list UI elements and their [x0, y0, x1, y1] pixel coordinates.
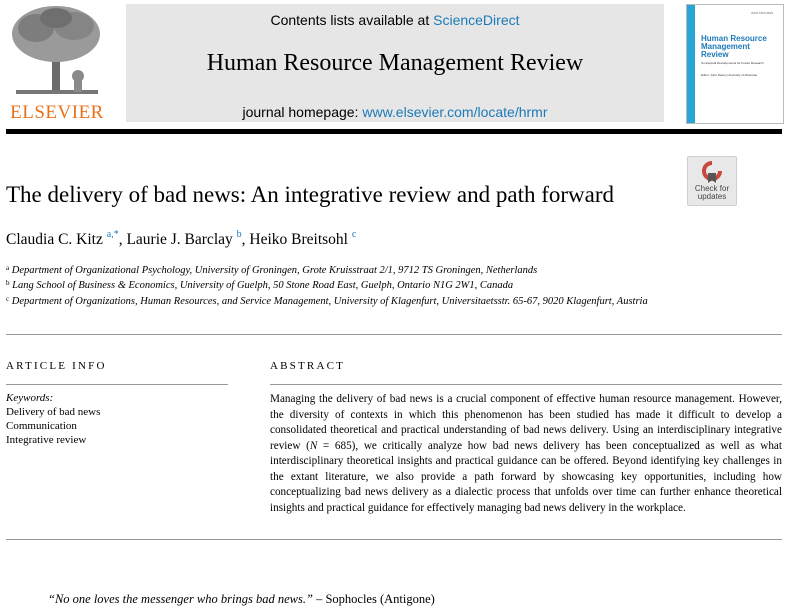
affiliation-text: Lang School of Business & Economics, University of Guelph, 50 Stone Road East, Guelph, Ontario N1G 2W1, Canada — [12, 280, 514, 292]
publisher-name: ELSEVIER — [10, 102, 104, 123]
article-info-heading: ARTICLE INFO — [6, 360, 107, 372]
author-affiliation-mark[interactable]: a, — [106, 229, 114, 240]
contents-line — [126, 12, 664, 28]
affiliation-a — [6, 262, 686, 277]
abstract-part: = 685), we critically analyze how bad news delivery has been conceptualized as well as what interdisciplinary theoretical insights and practical guidance can be offered. Beyond identifying key challenges in the extant literature, we also provide a path forward by showcasing key opportunities, including how conceptualizing bad news delivery as a dialectic process that unfolds over time can further enhance theoretical insights and practical guidance for effectively managing bad news delivery in the workplace. — [270, 439, 782, 514]
author-affiliation-mark[interactable]: b — [236, 229, 242, 240]
abstract-end-rule — [6, 539, 782, 540]
author-separator: , — [118, 231, 127, 248]
header-rule — [6, 129, 782, 134]
sciencedirect-link[interactable]: ScienceDirect — [433, 12, 520, 28]
cover-subtitle: Conceptual Developments for Future Research — [701, 61, 764, 65]
cover-title: Human Resource Management Review — [701, 34, 767, 59]
author-list — [6, 229, 356, 249]
cover-issn: ISSN 1053-4822 — [751, 11, 774, 15]
keyword: Delivery of bad news — [6, 406, 101, 418]
affiliation-c — [6, 293, 686, 308]
corresponding-author-mark[interactable]: * — [113, 229, 119, 240]
author-name[interactable]: Heiko Breitsohl — [249, 231, 348, 248]
author-name[interactable]: Claudia C. Kitz — [6, 231, 103, 248]
author-name[interactable]: Laurie J. Barclay — [126, 231, 233, 248]
affiliation-mark: b — [6, 279, 10, 288]
cover-accent-stripe — [687, 5, 695, 123]
article-info-rule — [6, 384, 228, 385]
author-affiliation-mark[interactable]: c — [351, 229, 357, 240]
abstract-text — [270, 392, 782, 516]
affiliation-mark: a — [6, 264, 10, 272]
affiliation-mark: c — [6, 294, 10, 303]
author-separator: , — [241, 231, 250, 248]
journal-title: Human Resource Management Review — [206, 50, 584, 76]
contents-prefix: Contents lists available at — [270, 12, 434, 28]
keyword: Communication — [6, 420, 77, 432]
epigraph — [48, 592, 435, 607]
abstract-heading: ABSTRACT — [270, 360, 346, 372]
epigraph-attribution: – Sophocles (Antigone) — [312, 592, 435, 606]
sample-size-symbol: N — [309, 439, 318, 452]
check-updates-label: Check for updates — [694, 184, 730, 201]
keyword: Integrative review — [6, 434, 87, 446]
affiliation-text: Department of Organizational Psychology, University of Groningen, Grote Kruisstraat 2/1, 9712 TS Groningen, Netherlands — [11, 265, 538, 276]
check-updates-icon — [702, 161, 722, 185]
journal-homepage-link[interactable]: www.elsevier.com/locate/hrmr — [362, 104, 548, 120]
abstract-part: Managing the delivery of bad news is a crucial component of effective human resource management. However, the diversity of contexts in which this phenomenon has been studied has made it difficult to develop a consolidated theoretical and practical understanding of bad news delivery. Using an interdisciplinary integrative review ( — [270, 393, 782, 452]
affiliations — [6, 262, 686, 308]
abstract-rule — [270, 384, 782, 385]
affiliation-text: Department of Organizations, Human Resources, and Service Management, University of Klagenfurt, Universitaetsstr. 65-67, 9020 Klagenfurt, Austria — [11, 295, 648, 307]
homepage-prefix: journal homepage: — [242, 104, 363, 120]
keywords-label: Keywords: — [6, 392, 54, 404]
section-divider — [6, 334, 782, 335]
check-for-updates-button[interactable] — [687, 156, 737, 206]
epigraph-quote: “No one loves the messenger who brings bad news.” — [48, 592, 313, 606]
affiliation-b — [6, 277, 686, 292]
article-title: The delivery of bad news: An integrative review and path forward — [6, 182, 615, 207]
cover-editor: Editor: John Delery University of Arkansas — [701, 73, 758, 77]
homepage-line — [126, 104, 664, 120]
journal-cover-thumbnail[interactable] — [686, 4, 784, 124]
